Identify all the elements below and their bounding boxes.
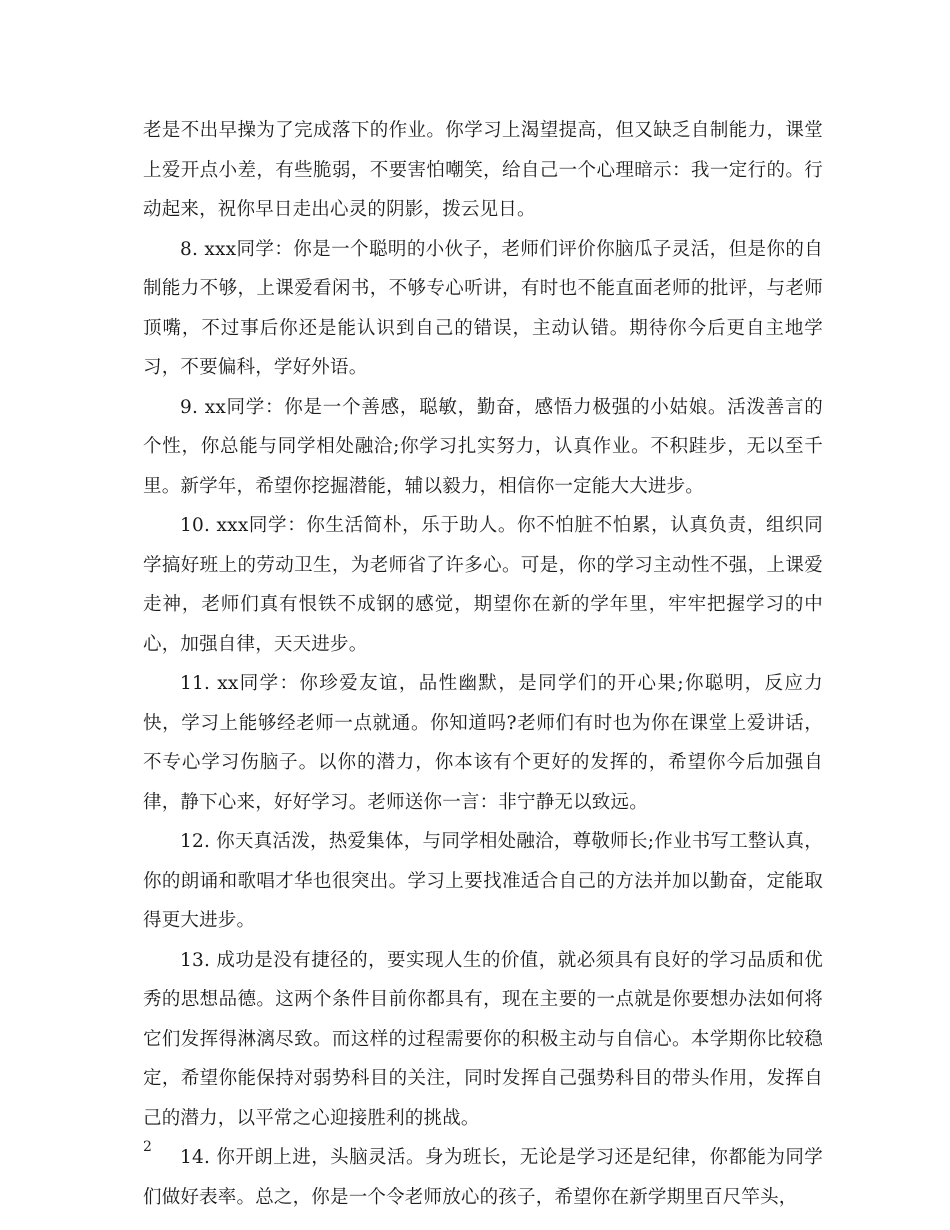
paragraph-comment-8: 8. xxx同学：你是一个聪明的小伙子，老师们评价你脑瓜子灵活，但是你的自制能力不够，上课爱看闲书，不够专心听讲，有时也不能直面老师的批评，与老师顶嘴，不过事后你还是能认识到自己的错误，主动认错。期待你今后更自主地学习，不要偏科，学好外语。: [143, 238, 823, 378]
paragraph-comment-9: 9. xx同学：你是一个善感，聪敏，勤奋，感悟力极强的小姑娘。活泼善言的个性，你总能与同学相处融洽;你学习扎实努力，认真作业。不积跬步，无以至千里。新学年，希望你挖掘潜能，辅以毅力，相信你一定能大大进步。: [143, 396, 823, 497]
paragraph-comment-12: 12. 你天真活泼，热爱集体，与同学相处融洽，尊敬师长;作业书写工整认真，你的朗诵和歌唱才华也很突出。学习上要找准适合自己的方法并加以勤奋，定能取得更大进步。: [143, 831, 823, 931]
document-body: [143, 111, 823, 1217]
paragraph-comment-10: 10. xxx同学：你生活简朴，乐于助人。你不怕脏不怕累，认真负责，组织同学搞好班上的劳动卫生，为老师省了许多心。可是，你的学习主动性不强，上课爱走神，老师们真有恨铁不成钢的感觉，期望你在新的学年里，牢牢把握学习的中心，加强自律，天天进步。: [143, 515, 823, 655]
paragraph-continuation: 老是不出早操为了完成落下的作业。你学习上渴望提高，但又缺乏自制能力，课堂上爱开点小差，有些脆弱，不要害怕嘲笑，给自己一个心理暗示：我一定行的。行动起来，祝你早日走出心灵的阴影，拨云见日。: [143, 120, 823, 220]
page-number: 2: [143, 1139, 152, 1155]
paragraph-comment-13: 13. 成功是没有捷径的，要实现人生的价值，就必须具有良好的学习品质和优秀的思想品德。这两个条件目前你都具有，现在主要的一点就是你要想办法如何将它们发挥得淋漓尽致。而这样的过程需要你的积极主动与自信心。本学期你比较稳定，希望你能保持对弱势科目的关注，同时发挥自己强势科目的带头作用，发挥自己的潜力，以平常之心迎接胜利的挑战。: [143, 949, 823, 1129]
paragraph-comment-11: 11. xx同学：你珍爱友谊，品性幽默，是同学们的开心果;你聪明，反应力快，学习上能够经老师一点就通。你知道吗?老师们有时也为你在课堂上爱讲话，不专心学习伤脑子。以你的潜力，你本该有个更好的发挥的，希望你今后加强自律，静下心来，好好学习。老师送你一言：非宁静无以致远。: [143, 673, 823, 813]
paragraph-comment-14: 14. 你开朗上进，头脑灵活。身为班长，无论是学习还是纪律，你都能为同学们做好表率。总之，你是一个令老师放心的孩子，希望你在新学期里百尺竿头，: [143, 1147, 823, 1208]
